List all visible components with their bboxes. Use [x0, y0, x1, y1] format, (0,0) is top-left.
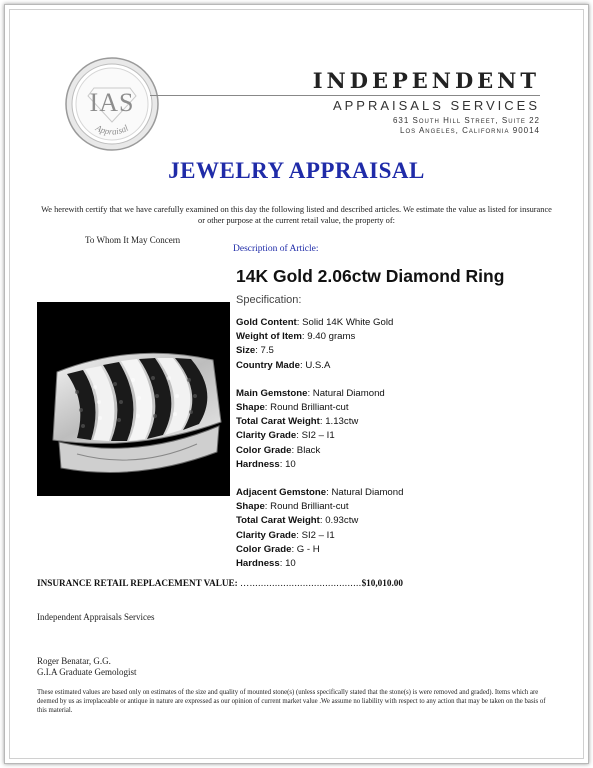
- recipient: To Whom It May Concern: [85, 235, 181, 245]
- spec-row: Clarity Grade: SI2 – I1: [236, 529, 335, 541]
- insurance-leader-dots: …........................................: [240, 578, 362, 588]
- spec-value: 10: [285, 558, 296, 570]
- spec-value: SI2 – I1: [301, 529, 335, 541]
- spec-value: SI2 – I1: [301, 430, 335, 442]
- spec-key: Total Carat Weight: [236, 515, 320, 527]
- spec-value: 10: [285, 458, 296, 470]
- spec-value: U.S.A: [305, 359, 331, 371]
- spec-key: Hardness: [236, 458, 280, 470]
- spec-value: G - H: [296, 543, 320, 555]
- spec-row: Weight of Item: 9.40 grams: [236, 331, 356, 343]
- spec-row: Hardness: 10: [236, 458, 296, 470]
- spec-key: Clarity Grade: [236, 430, 297, 442]
- logo-ring-text: Appraisal: [94, 122, 130, 137]
- document-title: JEWELRY APPRAISAL: [168, 158, 425, 183]
- company-subtitle: APPRAISALS SERVICES: [332, 98, 540, 113]
- signer-title: G.I.A Graduate Gemologist: [37, 667, 137, 677]
- spec-row: Total Carat Weight: 0.93ctw: [236, 515, 359, 527]
- spec-value: 9.40 grams: [307, 331, 356, 343]
- spec-row: Clarity Grade: SI2 – I1: [236, 430, 335, 442]
- spec-key: Hardness: [236, 558, 280, 570]
- insurance-value-row: [37, 578, 403, 588]
- spec-row: Gold Content: Solid 14K White Gold: [236, 317, 394, 328]
- spec-key: Clarity Grade: [236, 529, 297, 541]
- spec-value: Natural Diamond: [312, 387, 385, 399]
- spec-row: Adjacent Gemstone: Natural Diamond: [236, 487, 404, 499]
- company-name: INDEPENDENT: [312, 68, 540, 93]
- description-label: Description of Article:: [233, 244, 319, 254]
- insurance-label: INSURANCE RETAIL REPLACEMENT VALUE:: [37, 578, 238, 588]
- company-address-line1: 631 South Hill Street, Suite 22: [392, 116, 540, 125]
- spec-value: 7.5: [260, 345, 274, 357]
- ias-logo: [64, 56, 160, 152]
- spec-key: Main Gemstone: [236, 387, 308, 399]
- spec-value: Round Brilliant-cut: [270, 402, 349, 414]
- spec-value: Round Brilliant-cut: [270, 501, 349, 513]
- spec-value: 0.93ctw: [325, 515, 359, 527]
- spec-key: Adjacent Gemstone: [236, 487, 327, 499]
- spec-key: Shape: [236, 501, 265, 513]
- spec-value: 1.13ctw: [325, 416, 359, 428]
- spec-row: Size: 7.5: [236, 345, 274, 357]
- spec-key: Weight of Item: [236, 331, 302, 343]
- spec-value: Natural Diamond: [331, 487, 404, 499]
- signer-name: Roger Benatar, G.G.: [37, 656, 111, 666]
- spec-group-gap: [236, 472, 403, 486]
- spec-key: Color Grade: [236, 444, 292, 456]
- spec-row: Country Made: U.S.A: [236, 359, 331, 371]
- spec-key: Total Carat Weight: [236, 416, 320, 428]
- spec-key: Shape: [236, 402, 265, 414]
- company-address-line2: Los Angeles, California 90014: [400, 126, 540, 135]
- spec-key: Color Grade: [236, 543, 292, 555]
- specifications-list: [236, 316, 403, 571]
- spec-key: Gold Content: [236, 317, 297, 328]
- spec-row: Total Carat Weight: 1.13ctw: [236, 416, 359, 428]
- spec-row: Shape: Round Brilliant-cut: [236, 402, 349, 414]
- spec-key: Country Made: [236, 359, 300, 371]
- certification-text: We herewith certify that we have carefully examined on this day the following listed and described articles. We estimate the value as listed for insurance or other purpose at the current retail value, the property of:: [41, 205, 552, 225]
- spec-row: Main Gemstone: Natural Diamond: [236, 387, 385, 399]
- ring-photo: [37, 302, 230, 496]
- specification-label: Specification:: [236, 294, 302, 306]
- spec-row: Color Grade: G - H: [236, 543, 320, 555]
- spec-key: Size: [236, 345, 256, 357]
- spec-value: Black: [296, 444, 321, 456]
- spec-row: Hardness: 10: [236, 558, 296, 570]
- spec-row: Color Grade: Black: [236, 444, 321, 456]
- spec-value: Solid 14K White Gold: [302, 317, 394, 328]
- disclaimer-text: These estimated values are based only on estimates of the size and quality of mounted stone(s) (unless specifically stated that the stone(s) is were removed and graded). Items which are deemed by us as irreplaceable or antique in nature are expressed as our opinion of current market value .We assume no liability with respect to any action that may be taken on the basis of this material.: [37, 689, 546, 714]
- header-divider: [150, 95, 540, 96]
- spec-group-gap: [236, 373, 403, 387]
- item-title: 14K Gold 2.06ctw Diamond Ring: [236, 266, 505, 286]
- insurance-value: $10,010.00: [361, 578, 403, 588]
- spec-row: Shape: Round Brilliant-cut: [236, 501, 349, 513]
- logo-monogram: IAS: [89, 88, 135, 117]
- signer-company: Independent Appraisals Services: [37, 612, 155, 622]
